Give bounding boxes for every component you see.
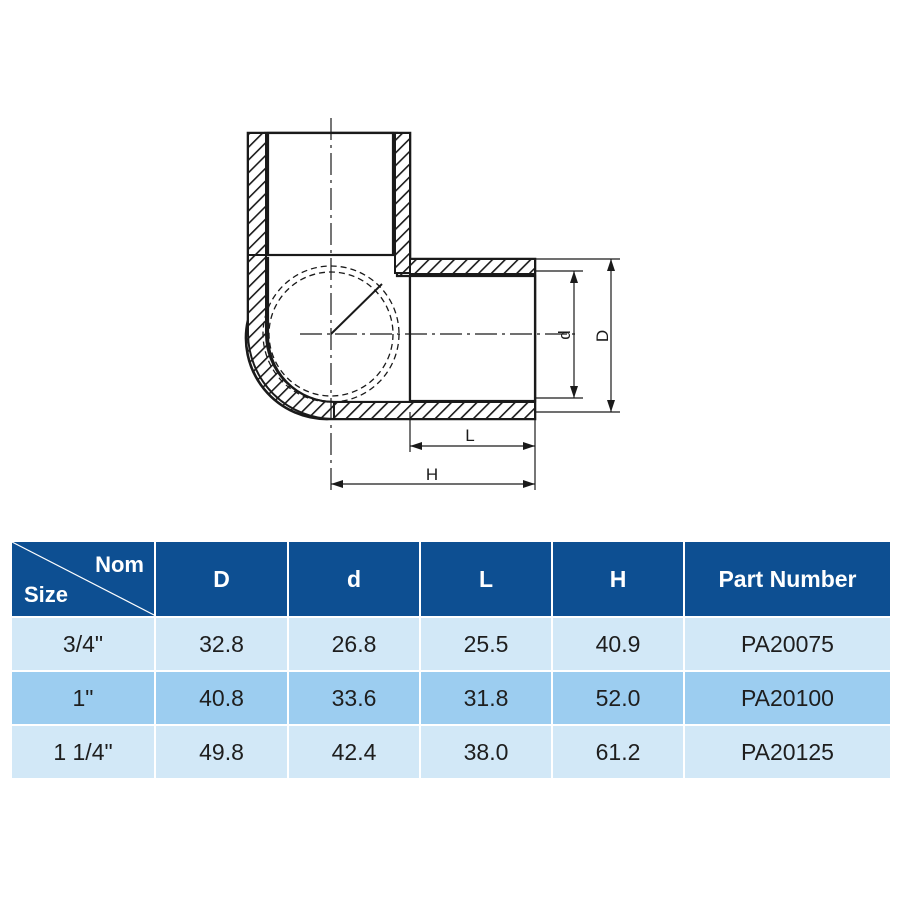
- specification-table: [10, 540, 892, 780]
- D-arrow-top: [607, 259, 615, 271]
- d-arrow-top: [570, 271, 578, 283]
- header-row: [11, 541, 891, 617]
- size-cell: 1": [11, 671, 155, 725]
- table-cell: 33.6: [288, 671, 420, 725]
- corner-label-size: Size: [24, 582, 69, 607]
- table-cell: 31.8: [420, 671, 552, 725]
- table-cell: 26.8: [288, 617, 420, 671]
- column-header: H: [552, 541, 684, 617]
- column-header: D: [155, 541, 288, 617]
- column-header: L: [420, 541, 552, 617]
- table-row: [11, 725, 891, 779]
- part-number-cell: PA20075: [684, 617, 891, 671]
- dimension-label-L: L: [465, 426, 475, 445]
- dimension-label-D: D: [593, 329, 612, 343]
- table-row: [11, 617, 891, 671]
- dimension-label-d: d: [555, 330, 574, 340]
- left-wall: [248, 133, 266, 255]
- table-row: [11, 671, 891, 725]
- D-arrow-bottom: [607, 400, 615, 412]
- table-cell: 42.4: [288, 725, 420, 779]
- right-wall: [395, 133, 410, 273]
- column-header: d: [288, 541, 420, 617]
- top-wall: [410, 259, 535, 274]
- d-arrow-bottom: [570, 386, 578, 398]
- size-cell: 3/4": [11, 617, 155, 671]
- table-cell: 38.0: [420, 725, 552, 779]
- corner-label-nom: Nom: [95, 552, 144, 577]
- bottom-wall: [330, 402, 535, 419]
- size-cell: 1 1/4": [11, 725, 155, 779]
- table-cell: 25.5: [420, 617, 552, 671]
- dimension-label-H: H: [425, 465, 439, 484]
- table-cell: 40.9: [552, 617, 684, 671]
- H-arrow-left: [331, 480, 343, 488]
- table-cell: 40.8: [155, 671, 288, 725]
- table-cell: 52.0: [552, 671, 684, 725]
- column-header: Part Number: [684, 541, 891, 617]
- table-cell: 49.8: [155, 725, 288, 779]
- table-cell: 61.2: [552, 725, 684, 779]
- H-arrow-right: [523, 480, 535, 488]
- L-arrow-right: [523, 442, 535, 450]
- horizontal-socket: [410, 276, 535, 401]
- corner-header-cell: [11, 541, 155, 617]
- part-number-cell: PA20125: [684, 725, 891, 779]
- L-arrow-left: [410, 442, 422, 450]
- part-number-cell: PA20100: [684, 671, 891, 725]
- table-cell: 32.8: [155, 617, 288, 671]
